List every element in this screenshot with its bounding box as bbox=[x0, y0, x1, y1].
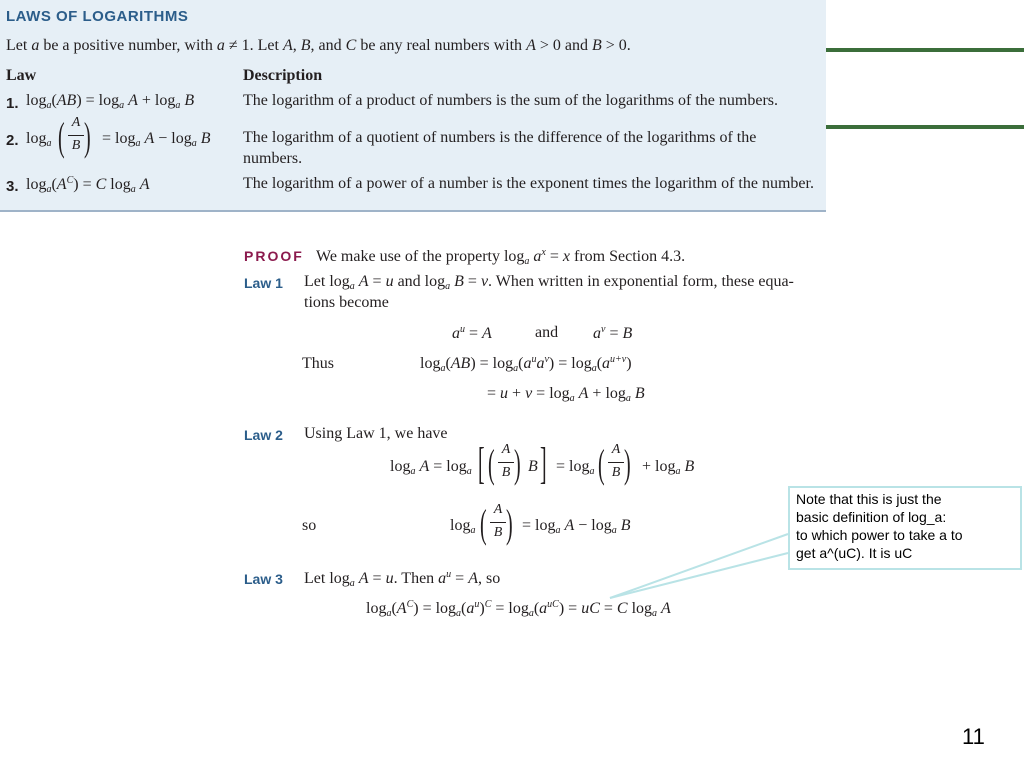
law-2-line-1: $\log_a A = \log_a$ [ ( A B ) B ] = $\log_a$ ( A B ) + $\log_a B$ bbox=[390, 439, 695, 488]
law-2-description: The logarithm of a quotient of numbers is the difference of the logarithms of the bbox=[243, 129, 757, 146]
law-1-text-cont: tions become bbox=[304, 294, 389, 311]
law-3-text: Let $\log_a A = u$. Then $a^u = A$, so bbox=[304, 569, 501, 589]
law-1-line-1: $\log_a(AB) = \log_a(a^ua^v) = \log_a(a^{u+v})$ bbox=[420, 354, 632, 374]
callout-line-upper bbox=[610, 534, 788, 598]
law-3-formula: $\log_a(A^C) = C$ $\log_a A$ bbox=[26, 175, 150, 195]
col-law-header: Law bbox=[6, 67, 37, 84]
law-2-line-2: $\log_a$ ( A B ) = $\log_a A - \log_a B$ bbox=[450, 501, 631, 546]
law-2-label: Law 2 bbox=[244, 427, 283, 443]
law-1-eq-a: $a^u = A$ bbox=[452, 324, 492, 342]
law-2-description-cont: numbers. bbox=[243, 150, 303, 167]
callout-line-lower bbox=[610, 553, 788, 598]
law-1-line-2: = $u + v = \log_a A + \log_a B$ bbox=[487, 385, 645, 404]
law-2-so: so bbox=[302, 517, 317, 534]
proof-intro: We make use of the property $\log_a a^x = x$ from Section 4.3. bbox=[316, 247, 686, 267]
law-2-text: Using Law 1, we have bbox=[304, 425, 448, 442]
law-1-eq-b: $a^v = B$ bbox=[593, 324, 633, 342]
col-description-header: Description bbox=[243, 67, 323, 84]
law-3-description: The logarithm of a power of a number is the exponent times the logarithm of the number. bbox=[243, 175, 814, 192]
page-number: 11 bbox=[962, 724, 985, 749]
callout-note: Note that this is just the basic definition of log_a: to which power to take a to get a^(uC). It is uC bbox=[788, 486, 1022, 570]
law-1-text: Let $\log_a A = u$ and $\log_a B = v$. When written in exponential form, these equa- bbox=[304, 273, 794, 292]
law-1-thus: Thus bbox=[302, 355, 334, 372]
law-1-and: and bbox=[535, 324, 559, 341]
laws-title: LAWS OF LOGARITHMS bbox=[6, 8, 189, 25]
law-1-formula: $\log_a(AB) = \log_a A + \log_a B$ bbox=[26, 92, 195, 111]
proof-label: PROOF bbox=[244, 248, 304, 264]
law-3-number: 3. bbox=[6, 178, 19, 195]
law-3-label: Law 3 bbox=[244, 571, 283, 587]
law-1-description: The logarithm of a product of numbers is the sum of the logarithms of the numbers. bbox=[243, 92, 778, 109]
law-3-line: $\log_a(A^C) = \log_a(a^u)^C = \log_a(a^{uC})$ = uC = C $\log_a A$ bbox=[366, 599, 671, 619]
laws-intro: Let a be a positive number, with a ≠ 1. Let A, B, and C be any real numbers with A > 0 and B > 0. bbox=[6, 37, 631, 54]
law-2-number: 2. bbox=[6, 132, 19, 149]
law-1-label: Law 1 bbox=[244, 275, 283, 291]
law-1-number: 1. bbox=[6, 95, 19, 112]
